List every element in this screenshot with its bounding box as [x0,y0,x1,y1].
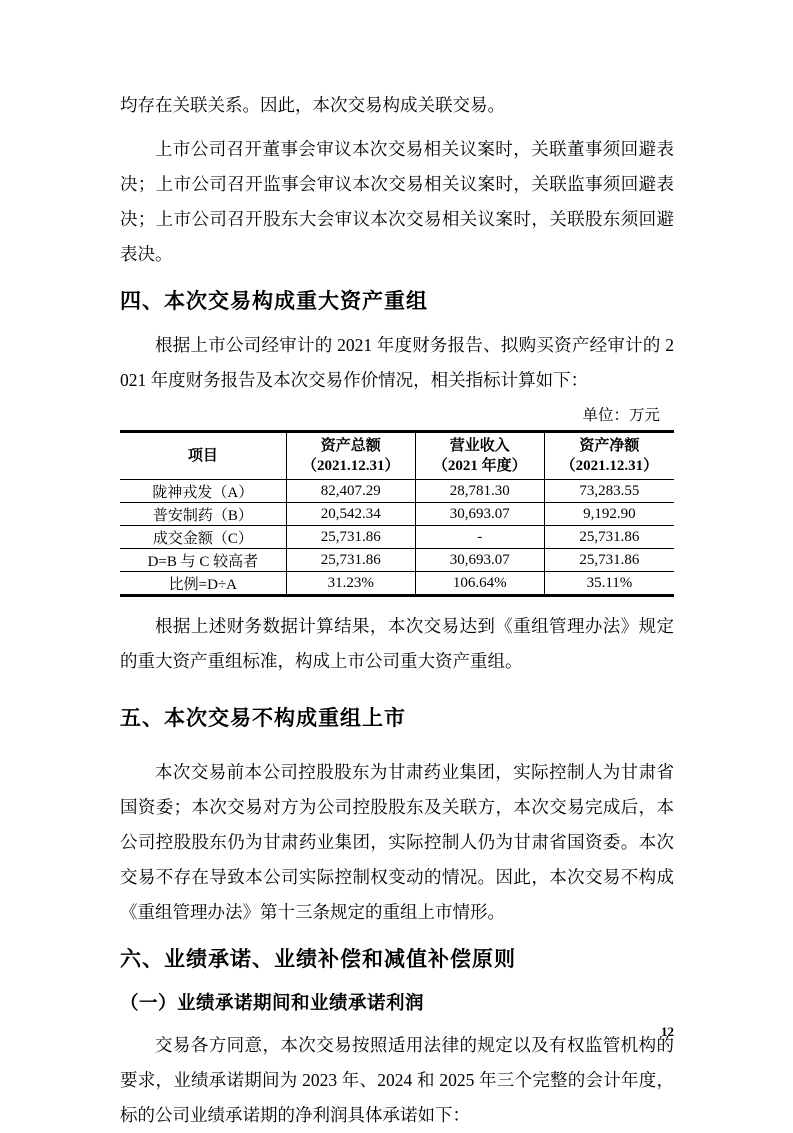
table-header-total-assets: 资产总额 （2021.12.31） [286,432,415,480]
subsection-heading-1: （一）业绩承诺期间和业绩承诺利润 [120,992,425,1013]
table-header-revenue: 营业收入 （2021 年度） [415,432,544,480]
table-cell: 30,693.07 [415,503,544,526]
table-cell: 106.64% [415,572,544,596]
table-cell: 比例=D÷A [120,572,286,596]
table-row [120,526,674,549]
table-cell: - [415,526,544,549]
table-row [120,480,674,503]
table-cell: 73,283.55 [544,480,674,503]
table-unit-label: 单位：万元 [582,407,660,424]
table-cell: 9,192.90 [544,503,674,526]
table-cell: 普安制药（B） [120,503,286,526]
paragraph-voting-avoidance: 上市公司召开董事会审议本次交易相关议案时，关联董事须回避表决；上市公司召开监事会审议本次交易相关议案时，关联监事须回避表决；上市公司召开股东大会审议本次交易相关议案时，关联股东须回避表决。 [120,139,674,264]
table-row [120,572,674,596]
table-cell: 28,781.30 [415,480,544,503]
table-row [120,503,674,526]
financial-indicator-table [120,430,674,597]
page-number: 12 [661,1024,674,1039]
table-cell: 成交金额（C） [120,526,286,549]
paragraph-no-backdoor-listing: 本次交易前本公司控股股东为甘肃药业集团，实际控制人为甘肃省国资委；本次交易对方为公司控股股东及关联方，本次交易完成后，本公司控股股东仍为甘肃药业集团，实际控制人仍为甘肃省国资委。本次交易不存在导致本公司实际控制权变动的情况。因此，本次交易不构成《重组管理办法》第十三条规定的重组上市情形。 [120,762,674,922]
table-cell: 25,731.86 [544,549,674,572]
section-heading-5: 五、本次交易不构成重组上市 [120,707,406,730]
table-cell: 82,407.29 [286,480,415,503]
section-heading-6: 六、业绩承诺、业绩补偿和减值补偿原则 [120,948,516,971]
paragraph-performance-commitment: 交易各方同意，本次交易按照适用法律的规定以及有权监管机构的要求，业绩承诺期间为 2023 年、2024 和 2025 年三个完整的会计年度，标的公司业绩承诺期的净利润具体承诺如下： [120,1035,674,1125]
paragraph-indicator-intro: 根据上市公司经审计的 2021 年度财务报告、拟购买资产经审计的 2021 年度财务报告及本次交易作价情况，相关指标计算如下： [120,335,674,390]
table-cell: 25,731.86 [286,549,415,572]
paragraph-related-transaction: 均存在关联关系。因此，本次交易构成关联交易。 [120,95,505,115]
table-cell: D=B 与 C 较高者 [120,549,286,572]
section-heading-4: 四、本次交易构成重大资产重组 [120,290,428,313]
table-header-net-assets: 资产净额 （2021.12.31） [544,432,674,480]
table-header-row [120,432,674,480]
table-row [120,549,674,572]
paragraph-major-restructure-conclusion: 根据上述财务数据计算结果，本次交易达到《重组管理办法》规定的重大资产重组标准，构成上市公司重大资产重组。 [120,616,674,671]
table-cell: 30,693.07 [415,549,544,572]
table-header-item: 项目 [120,432,286,480]
table-cell: 35.11% [586,574,633,591]
table-cell: 25,731.86 [286,526,415,549]
table-cell: 25,731.86 [544,526,674,549]
table-cell: 20,542.34 [286,503,415,526]
table-cell: 陇神戎发（A） [120,480,286,503]
table-cell: 31.23% [286,572,415,596]
